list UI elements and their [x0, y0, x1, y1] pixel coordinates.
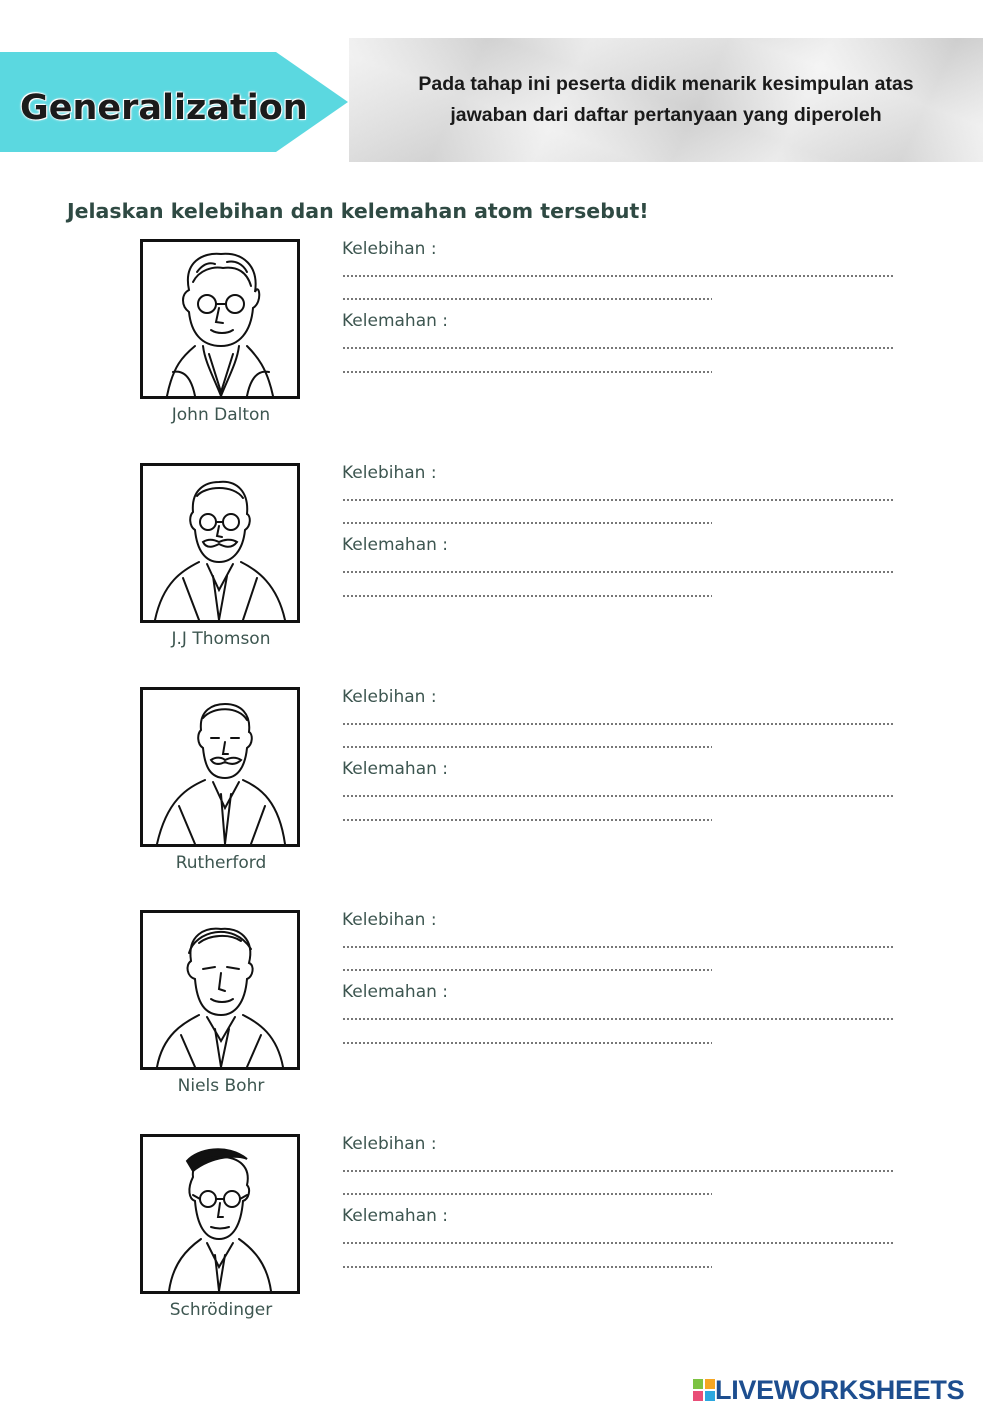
scientist-section-rutherford: [0, 687, 1000, 887]
portrait-rutherford-icon: [140, 687, 300, 847]
scientist-name: J.J Thomson: [171, 629, 271, 649]
weakness-answer-line-1[interactable]: [342, 1242, 895, 1244]
advantage-answer-line-1[interactable]: [342, 1170, 895, 1172]
scientist-name: Rutherford: [175, 853, 267, 873]
weakness-label: Kelemahan :: [342, 982, 449, 1002]
description-line-2: jawaban dari daftar pertanyaan yang diperoleh: [450, 104, 882, 126]
scientist-name: Schrödinger: [169, 1300, 273, 1320]
advantage-label: Kelebihan :: [342, 910, 437, 930]
advantage-answer-line-1[interactable]: [342, 275, 895, 277]
scientist-section-dalton: [0, 239, 1000, 439]
scientist-section-bohr: [0, 910, 1000, 1110]
weakness-label: Kelemahan :: [342, 1206, 449, 1226]
weakness-label: Kelemahan :: [342, 311, 449, 331]
advantage-answer-line-1[interactable]: [342, 499, 895, 501]
page-title: Generalization: [20, 88, 308, 128]
portrait-schrodinger-icon: [140, 1134, 300, 1294]
liveworksheets-logo-icon: [692, 1378, 716, 1402]
scientist-name: John Dalton: [171, 405, 271, 425]
weakness-answer-line-2[interactable]: [342, 1042, 712, 1044]
advantage-answer-line-1[interactable]: [342, 946, 895, 948]
description-box: [349, 38, 983, 162]
weakness-answer-line-1[interactable]: [342, 795, 895, 797]
question-heading: Jelaskan kelebihan dan kelemahan atom tersebut!: [67, 199, 649, 223]
advantage-answer-line-2[interactable]: [342, 746, 712, 748]
portrait-dalton-icon: [140, 239, 300, 399]
description-line-1: Pada tahap ini peserta didik menarik kesimpulan atas: [418, 73, 914, 95]
advantage-label: Kelebihan :: [342, 687, 437, 707]
weakness-answer-line-2[interactable]: [342, 1266, 712, 1268]
weakness-label: Kelemahan :: [342, 759, 449, 779]
logo-text: LIVEWORKSHEETS: [715, 1375, 965, 1405]
description-text: [349, 69, 983, 131]
advantage-answer-line-2[interactable]: [342, 298, 712, 300]
scientist-section-thomson: [0, 463, 1000, 663]
scientist-section-schrodinger: [0, 1134, 1000, 1334]
advantage-label: Kelebihan :: [342, 463, 437, 483]
weakness-answer-line-1[interactable]: [342, 571, 895, 573]
weakness-answer-line-1[interactable]: [342, 347, 895, 349]
advantage-label: Kelebihan :: [342, 1134, 437, 1154]
weakness-label: Kelemahan :: [342, 535, 449, 555]
portrait-bohr-icon: [140, 910, 300, 1070]
advantage-answer-line-2[interactable]: [342, 969, 712, 971]
advantage-answer-line-2[interactable]: [342, 1193, 712, 1195]
advantage-label: Kelebihan :: [342, 239, 437, 259]
weakness-answer-line-1[interactable]: [342, 1018, 895, 1020]
scientist-name: Niels Bohr: [177, 1076, 265, 1096]
portrait-thomson-icon: [140, 463, 300, 623]
advantage-answer-line-1[interactable]: [342, 723, 895, 725]
advantage-answer-line-2[interactable]: [342, 522, 712, 524]
weakness-answer-line-2[interactable]: [342, 371, 712, 373]
weakness-answer-line-2[interactable]: [342, 819, 712, 821]
weakness-answer-line-2[interactable]: [342, 595, 712, 597]
